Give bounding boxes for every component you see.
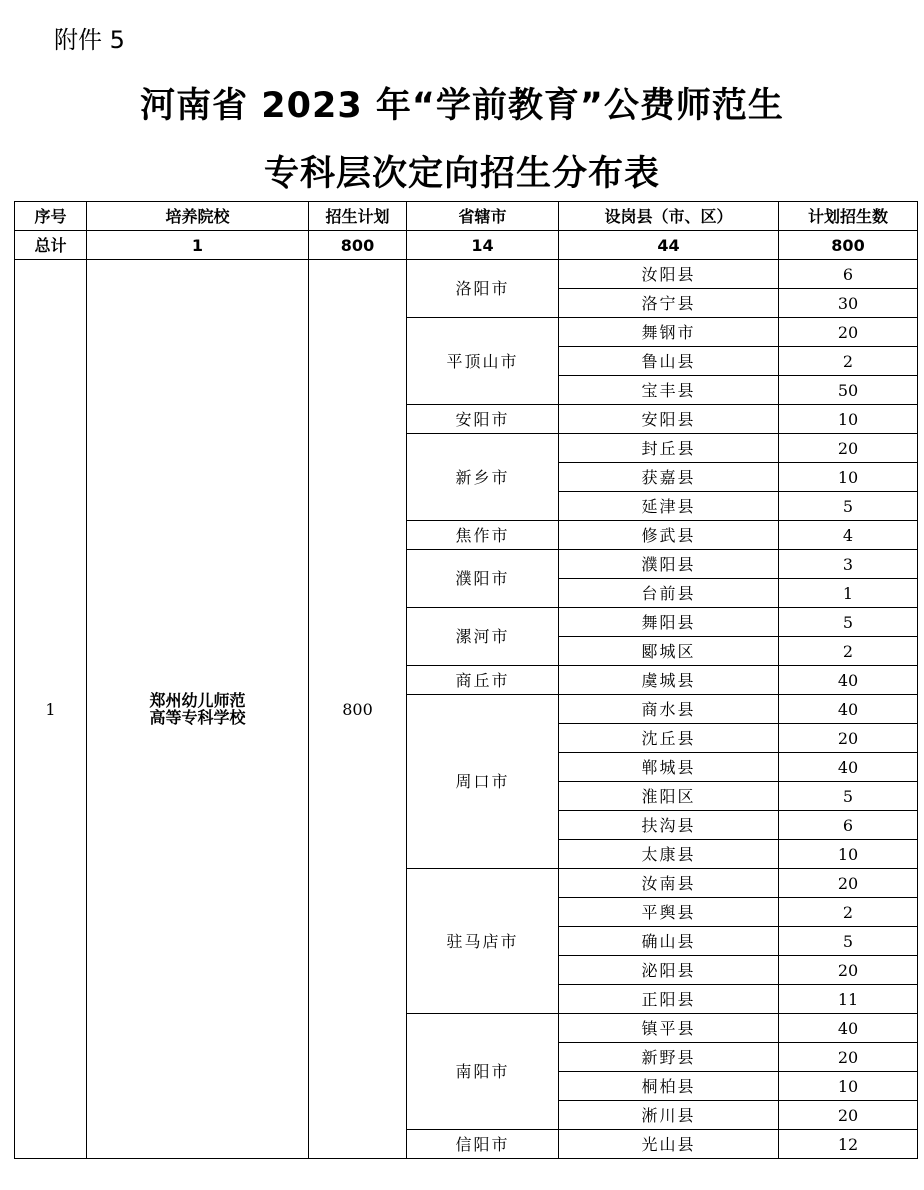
- quota-cell: 40: [779, 1014, 918, 1043]
- quota-cell: 4: [779, 521, 918, 550]
- total-plan: 800: [309, 231, 407, 260]
- quota-cell: 5: [779, 927, 918, 956]
- school-index-cell: 1: [15, 260, 87, 1159]
- county-cell: 郸城县: [559, 753, 779, 782]
- county-cell: 安阳县: [559, 405, 779, 434]
- school-name-cell: [87, 260, 309, 1159]
- quota-cell: 20: [779, 956, 918, 985]
- quota-cell: 6: [779, 811, 918, 840]
- county-cell: 平舆县: [559, 898, 779, 927]
- county-cell: 修武县: [559, 521, 779, 550]
- column-header-county: 设岗县（市、区）: [559, 202, 779, 231]
- attachment-label: 附件 5: [54, 26, 125, 54]
- total-schools: 1: [87, 231, 309, 260]
- city-cell: 洛阳市: [407, 260, 559, 318]
- school-name-line1: 郑州幼儿师范: [149, 691, 246, 710]
- quota-cell: 2: [779, 347, 918, 376]
- quota-cell: 2: [779, 637, 918, 666]
- quota-cell: 40: [779, 666, 918, 695]
- county-cell: 濮阳县: [559, 550, 779, 579]
- county-cell: 商水县: [559, 695, 779, 724]
- document-title-line1: 河南省 2023 年“学前教育”公费师范生: [140, 86, 784, 126]
- county-cell: 舞钢市: [559, 318, 779, 347]
- county-cell: 舞阳县: [559, 608, 779, 637]
- table-header-row: [15, 202, 918, 231]
- county-cell: 泌阳县: [559, 956, 779, 985]
- county-cell: 汝南县: [559, 869, 779, 898]
- quota-cell: 5: [779, 782, 918, 811]
- quota-cell: 3: [779, 550, 918, 579]
- quota-cell: 20: [779, 434, 918, 463]
- county-cell: 虞城县: [559, 666, 779, 695]
- county-cell: 延津县: [559, 492, 779, 521]
- county-cell: 太康县: [559, 840, 779, 869]
- quota-cell: 10: [779, 1072, 918, 1101]
- county-cell: 淅川县: [559, 1101, 779, 1130]
- column-header-index: 序号: [15, 202, 87, 231]
- city-cell: 濮阳市: [407, 550, 559, 608]
- county-cell: 获嘉县: [559, 463, 779, 492]
- city-cell: 商丘市: [407, 666, 559, 695]
- quota-cell: 2: [779, 898, 918, 927]
- quota-cell: 20: [779, 318, 918, 347]
- school-plan-cell: 800: [309, 260, 407, 1159]
- city-cell: 周口市: [407, 695, 559, 869]
- table-row: [15, 260, 918, 289]
- county-cell: 汝阳县: [559, 260, 779, 289]
- school-name-line2: 高等专科学校: [149, 708, 246, 727]
- city-cell: 焦作市: [407, 521, 559, 550]
- quota-cell: 1: [779, 579, 918, 608]
- city-cell: 平顶山市: [407, 318, 559, 405]
- column-header-city: 省辖市: [407, 202, 559, 231]
- county-cell: 郾城区: [559, 637, 779, 666]
- quota-cell: 10: [779, 840, 918, 869]
- quota-cell: 30: [779, 289, 918, 318]
- quota-cell: 12: [779, 1130, 918, 1159]
- quota-cell: 5: [779, 492, 918, 521]
- total-quota: 800: [779, 231, 918, 260]
- total-cities: 14: [407, 231, 559, 260]
- quota-cell: 20: [779, 869, 918, 898]
- county-cell: 洛宁县: [559, 289, 779, 318]
- document-title-line2: 专科层次定向招生分布表: [263, 154, 660, 194]
- quota-cell: 10: [779, 405, 918, 434]
- county-cell: 沈丘县: [559, 724, 779, 753]
- county-cell: 光山县: [559, 1130, 779, 1159]
- quota-cell: 11: [779, 985, 918, 1014]
- column-header-quota: 计划招生数: [779, 202, 918, 231]
- county-cell: 确山县: [559, 927, 779, 956]
- total-row: [15, 231, 918, 260]
- county-cell: 新野县: [559, 1043, 779, 1072]
- city-cell: 信阳市: [407, 1130, 559, 1159]
- total-label: 总计: [15, 231, 87, 260]
- total-counties: 44: [559, 231, 779, 260]
- quota-cell: 50: [779, 376, 918, 405]
- county-cell: 镇平县: [559, 1014, 779, 1043]
- city-cell: 南阳市: [407, 1014, 559, 1130]
- county-cell: 正阳县: [559, 985, 779, 1014]
- city-cell: 新乡市: [407, 434, 559, 521]
- county-cell: 台前县: [559, 579, 779, 608]
- quota-cell: 40: [779, 753, 918, 782]
- quota-cell: 20: [779, 1101, 918, 1130]
- quota-cell: 40: [779, 695, 918, 724]
- quota-cell: 5: [779, 608, 918, 637]
- distribution-table: [14, 201, 918, 1159]
- county-cell: 扶沟县: [559, 811, 779, 840]
- quota-cell: 10: [779, 463, 918, 492]
- column-header-plan: 招生计划: [309, 202, 407, 231]
- quota-cell: 6: [779, 260, 918, 289]
- county-cell: 桐柏县: [559, 1072, 779, 1101]
- quota-cell: 20: [779, 1043, 918, 1072]
- city-cell: 安阳市: [407, 405, 559, 434]
- county-cell: 封丘县: [559, 434, 779, 463]
- column-header-school: 培养院校: [87, 202, 309, 231]
- county-cell: 宝丰县: [559, 376, 779, 405]
- county-cell: 鲁山县: [559, 347, 779, 376]
- city-cell: 漯河市: [407, 608, 559, 666]
- quota-cell: 20: [779, 724, 918, 753]
- county-cell: 淮阳区: [559, 782, 779, 811]
- city-cell: 驻马店市: [407, 869, 559, 1014]
